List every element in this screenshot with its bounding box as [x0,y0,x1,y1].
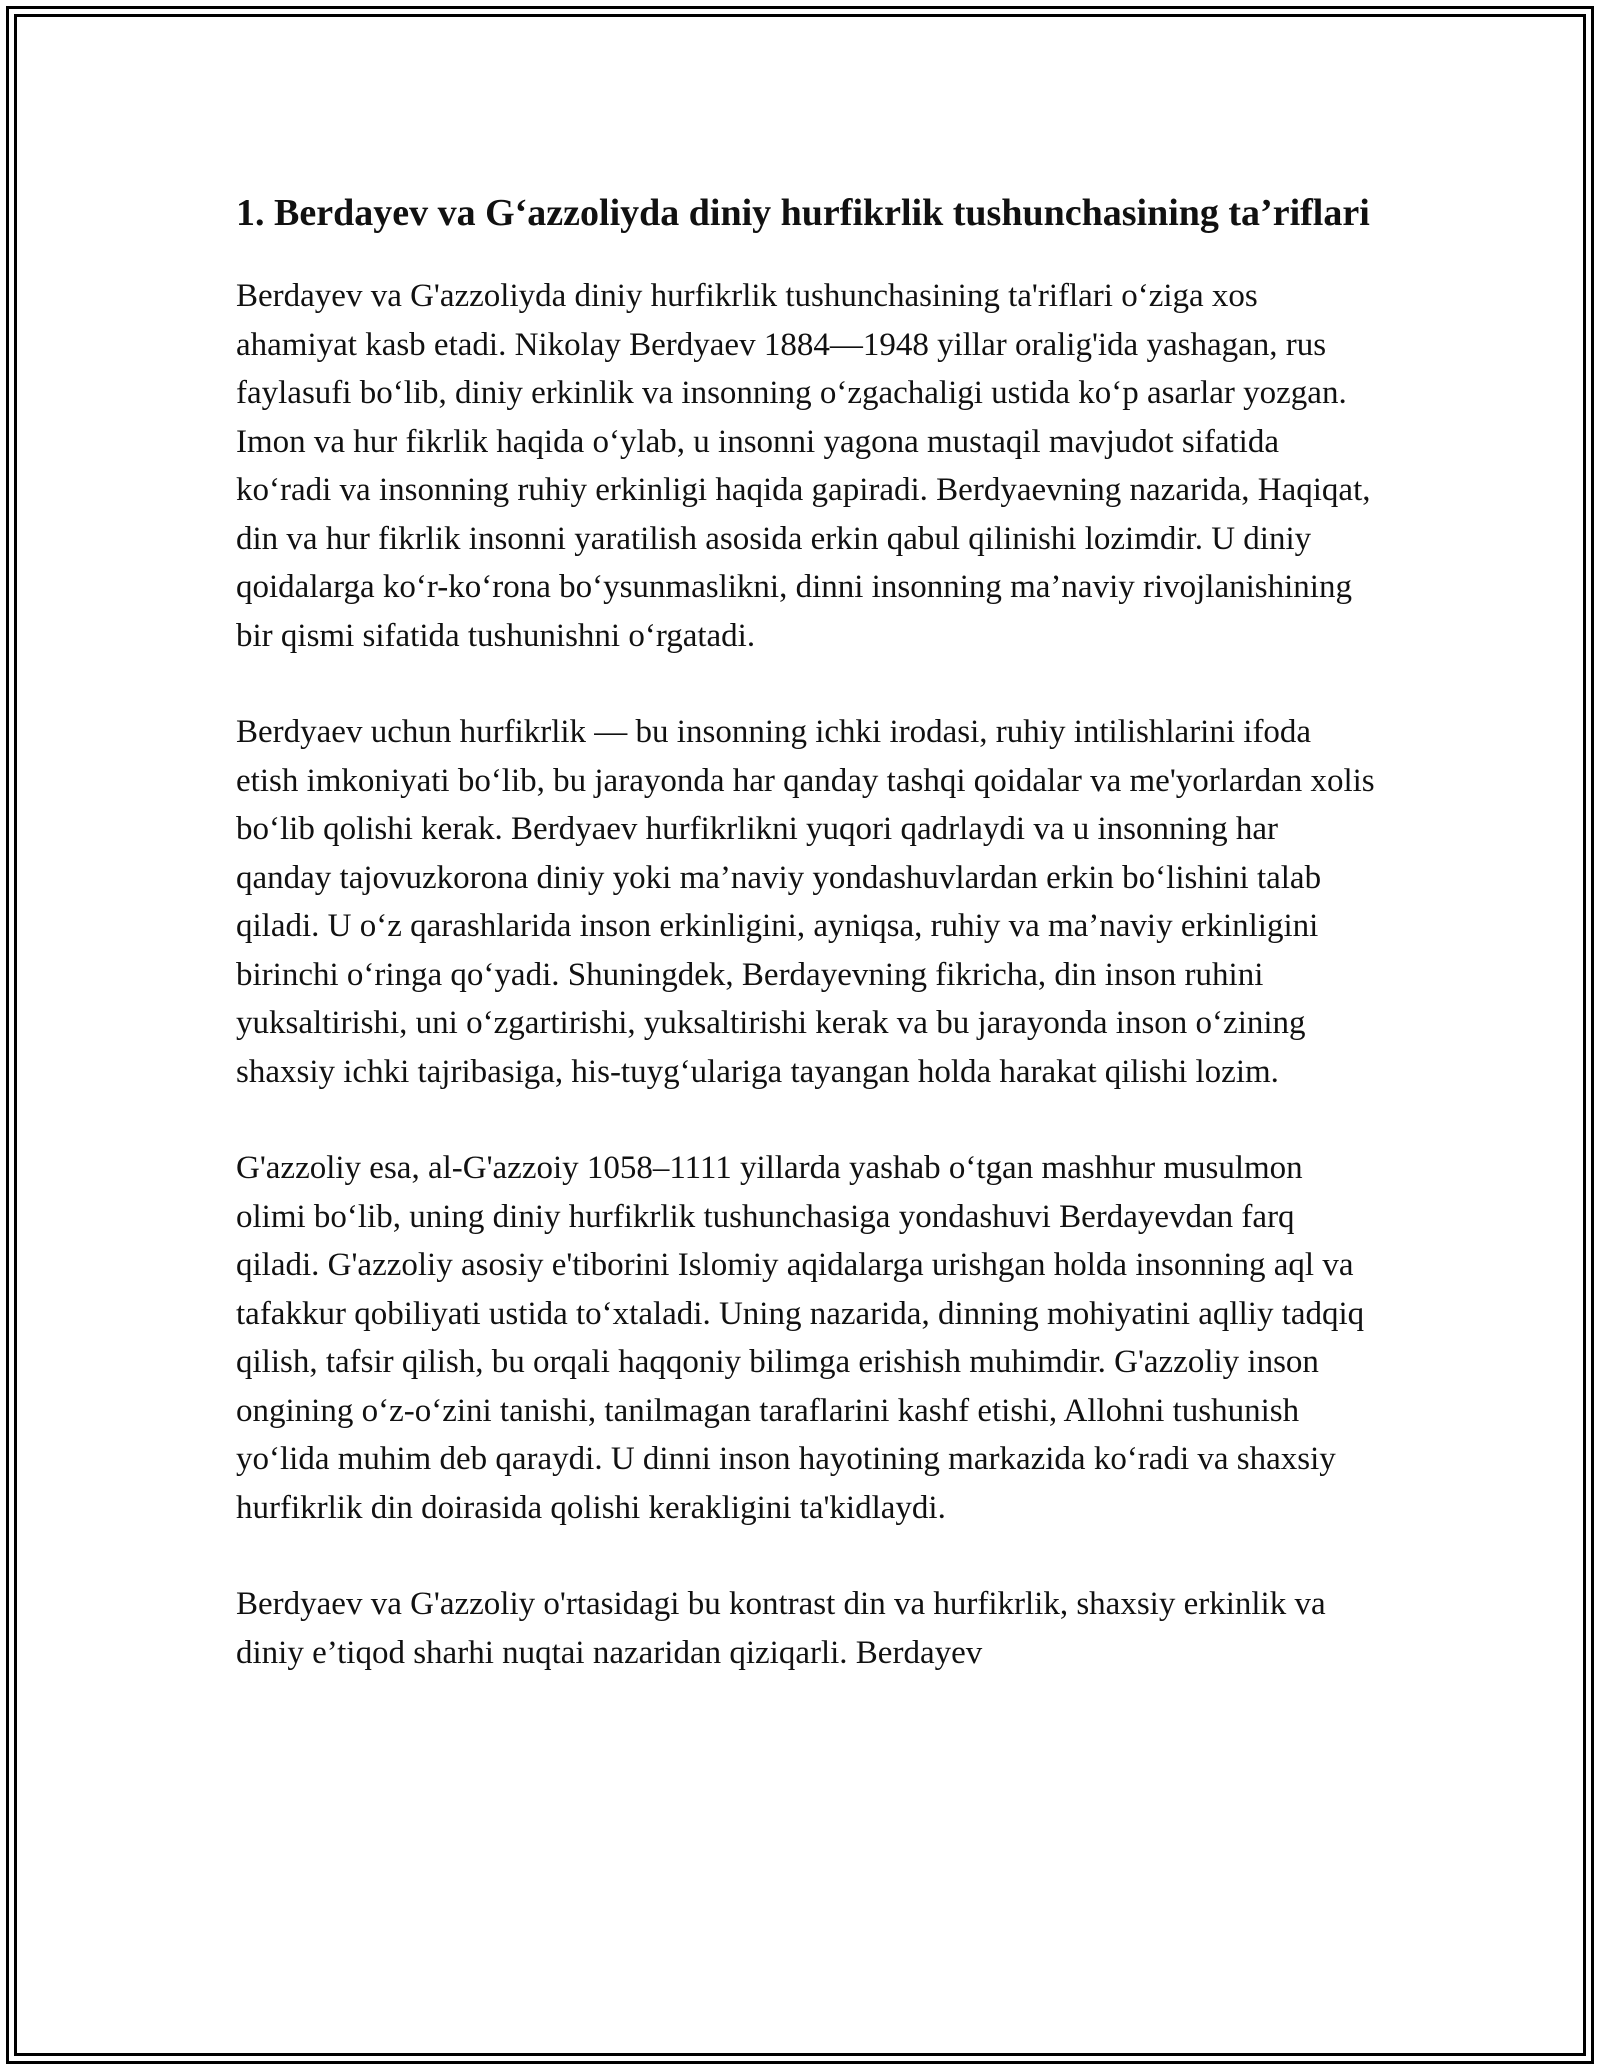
paragraph-1: Berdayev va G'azzoliyda diniy hurfikrlik tushunchasining ta'riflari o‘ziga xos ahamiyat kasb etadi. Nikolay Berdyaev 1884—1948 yillar oralig'ida yashagan, rus faylasufi bo‘lib, diniy erkinlik va insonning o‘zgachaligi ustida ko‘p asarlar yozgan. Imon va hur fikrlik haqida o‘ylab, u insonni yagona mustaqil mavjudot sifatida ko‘radi va insonning ruhiy erkinligi haqida gapiradi. Berdyaevning nazarida, Haqiqat, din va hur fikrlik insonni yaratilish asosida erkin qabul qilinishi lozimdir. U diniy qoidalarga ko‘r-ko‘rona bo‘ysunmaslikni, dinni insonning ma’naviy rivojlanishining bir qismi sifatida tushunishni o‘rgatadi. [236,278,1371,654]
paragraph-2: Berdyaev uchun hurfikrlik — bu insonning ichki irodasi, ruhiy intilishlarini ifoda etish imkoniyati bo‘lib, bu jarayonda har qanday tashqi qoidalar va me'yorlardan xolis bo‘lib qolishi kerak. Berdyaev hurfikrlikni yuqori qadrlaydi va u insonning har qanday tajovuzkorona diniy yoki ma’naviy yondashuvlardan erkin bo‘lishini talab qiladi. U o‘z qarashlarida inson erkinligini, ayniqsa, ruhiy va ma’naviy erkinligini birinchi o‘ringa qo‘yadi. Shuningdek, Berdayevning fikricha, din inson ruhini yuksaltirishi, uni o‘zgartirishi, yuksaltirishi kerak va bu jarayonda inson o‘zining shaxsiy ichki tajribasiga, his-tuyg‘ulariga tayangan holda harakat qilishi lozim. [236,714,1375,1090]
paragraph-4: Berdyaev va G'azzoliy o'rtasidagi bu kontrast din va hurfikrlik, shaxsiy erkinlik va diniy e’tiqod sharhi nuqtai nazaridan qiziqarli. Berdayev [236,1586,1326,1671]
paragraph-3: G'azzoliy esa, al-G'azzoiy 1058–1111 yillarda yashab o‘tgan mashhur musulmon olimi bo‘lib, uning diniy hurfikrlik tushunchasiga yondashuvi Berdayevdan farq qiladi. G'azzoliy asosiy e'tiborini Islomiy aqidalarga urishgan holda insonning aql va tafakkur qobiliyati ustida to‘xtaladi. Uning nazarida, dinning mohiyatini aqlliy tadqiq qilish, tafsir qilish, bu orqali haqqoniy bilimga erishish muhimdir. G'azzoliy inson ongining o‘z-o‘zini tanishi, tanilmagan taraflarini kashf etishi, Allohni tushunish yo‘lida muhim deb qaraydi. U dinni inson hayotining markazida ko‘radi va shaxsiy hurfikrlik din doirasida qolishi kerakligini ta'kidlaydi. [236,1150,1365,1526]
section-heading: 1. Berdayev va G‘azzoliyda diniy hurfikrlik tushunchasining ta’riflari [236,192,1370,234]
document-body [236,186,1376,1725]
